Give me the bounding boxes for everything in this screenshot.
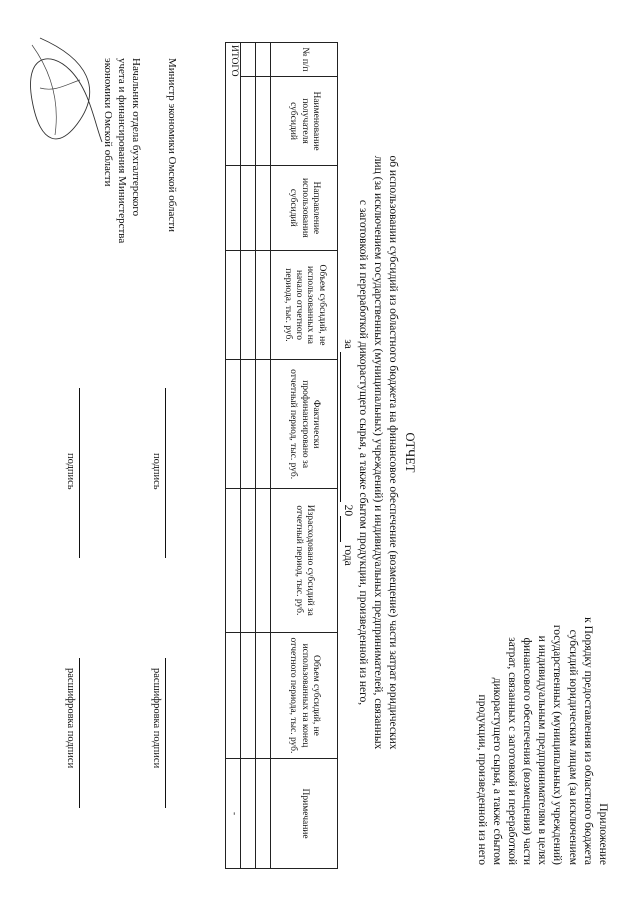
report-subtitle-line: об использовании субсидий из областного бюджета на финансовое обеспечение (возмещение) части затрат юридических: [386, 155, 399, 750]
table-cell[interactable]: [241, 632, 256, 758]
column-header: Примечание: [271, 759, 338, 869]
total-note: -: [226, 759, 241, 869]
column-header: Объем субсидий, не использованных на начало отчетного периода, тыс. руб.: [271, 250, 338, 360]
period-blank-field[interactable]: [340, 352, 353, 502]
appendix-line: Приложение: [597, 803, 609, 865]
period-suffix: года: [341, 544, 354, 566]
accountant-decode-line[interactable]: [79, 658, 94, 808]
table-cell[interactable]: [241, 43, 256, 77]
column-header: Фактически профинансировано за отчетный период, тыс. руб.: [271, 360, 338, 489]
accountant-decode-caption: расшифровка подписи: [65, 668, 76, 769]
column-header: Наименование получателя субсидий: [271, 77, 338, 166]
appendix-line: государственных (муниципальных) учреждений): [551, 624, 564, 865]
table-cell[interactable]: [256, 759, 271, 869]
table-cell[interactable]: [241, 250, 256, 360]
minister-decode-caption: расшифровка подписи: [151, 668, 162, 769]
appendix-line: продукции, произведенной из него: [475, 694, 488, 865]
table-cell[interactable]: [241, 488, 256, 632]
table-cell[interactable]: [241, 759, 256, 869]
column-header: Направление использования субсидий: [271, 166, 338, 251]
appendix-line: дикорастущего сырья, а также сбытом: [490, 677, 503, 865]
table-cell[interactable]: [241, 166, 256, 251]
table-cell[interactable]: [241, 360, 256, 489]
minister-sign-caption: подпись: [151, 453, 162, 490]
table-cell[interactable]: [256, 250, 271, 360]
accountant-sign-caption: подпись: [65, 453, 76, 490]
accountant-label-line: учета и финансирования Министерства: [116, 58, 129, 244]
report-heading: [340, 40, 418, 865]
table-cell[interactable]: [226, 166, 241, 251]
accountant-label-line: экономики Омской области: [102, 58, 115, 187]
report-period: [340, 40, 355, 865]
table-cell[interactable]: [226, 632, 241, 758]
table-cell[interactable]: [241, 77, 256, 166]
table-cell[interactable]: [256, 43, 271, 77]
report-table: [225, 42, 338, 869]
appendix-line: субсидий юридическим лицам (за исключением: [566, 629, 579, 865]
minister-label: Министр экономики Омской области: [166, 58, 178, 233]
column-header: № п/п: [271, 43, 338, 77]
handwritten-scribble-icon: [20, 30, 110, 150]
table-cell[interactable]: [226, 360, 241, 489]
minister-decode-line[interactable]: [165, 658, 180, 808]
total-label: ИТОГО: [226, 43, 241, 166]
appendix-line: и индивидуальным предпринимателям в целях: [536, 635, 549, 865]
table-cell[interactable]: [226, 488, 241, 632]
table-cell[interactable]: [256, 77, 271, 166]
period-prefix: за: [341, 339, 354, 349]
table-row: [256, 43, 271, 869]
appendix-line: затрат, связанных с заготовкой и переработкой: [505, 637, 518, 865]
accountant-sign-line[interactable]: [79, 388, 94, 558]
appendix-block: [473, 585, 610, 865]
table-cell[interactable]: [226, 250, 241, 360]
column-header: Объем субсидий, не использованных на конец отчетного периода, тыс. руб.: [271, 632, 338, 758]
appendix-line: финансового обеспечения (возмещения) части: [521, 637, 534, 865]
period-year: 20: [341, 504, 354, 517]
column-header: Израсходовано субсидий за отчетный период, тыс. руб.: [271, 488, 338, 632]
table-cell[interactable]: [256, 632, 271, 758]
accountant-label-line: Начальник отдела бухгалтерского: [130, 58, 142, 217]
table-cell[interactable]: [256, 360, 271, 489]
report-subtitle-line: лиц (за исключением государственных (муниципальных) учреждений) и индивидуальных предпринимателей, связанных: [371, 155, 384, 750]
table-total-row: [226, 43, 241, 869]
table-header-row: [271, 43, 338, 869]
table-cell[interactable]: [256, 166, 271, 251]
report-subtitle-line: с заготовкой и переработкой дикорастущего сырья, а также сбытом продукции, произведенной из него,: [356, 199, 369, 706]
table-cell[interactable]: [256, 488, 271, 632]
minister-sign-line[interactable]: [165, 388, 180, 558]
appendix-line: к Порядку предоставления из областного бюджета: [581, 617, 594, 865]
table-row: [241, 43, 256, 869]
year-blank-field[interactable]: [340, 516, 353, 542]
report-title: ОТЧЕТ: [403, 432, 417, 473]
